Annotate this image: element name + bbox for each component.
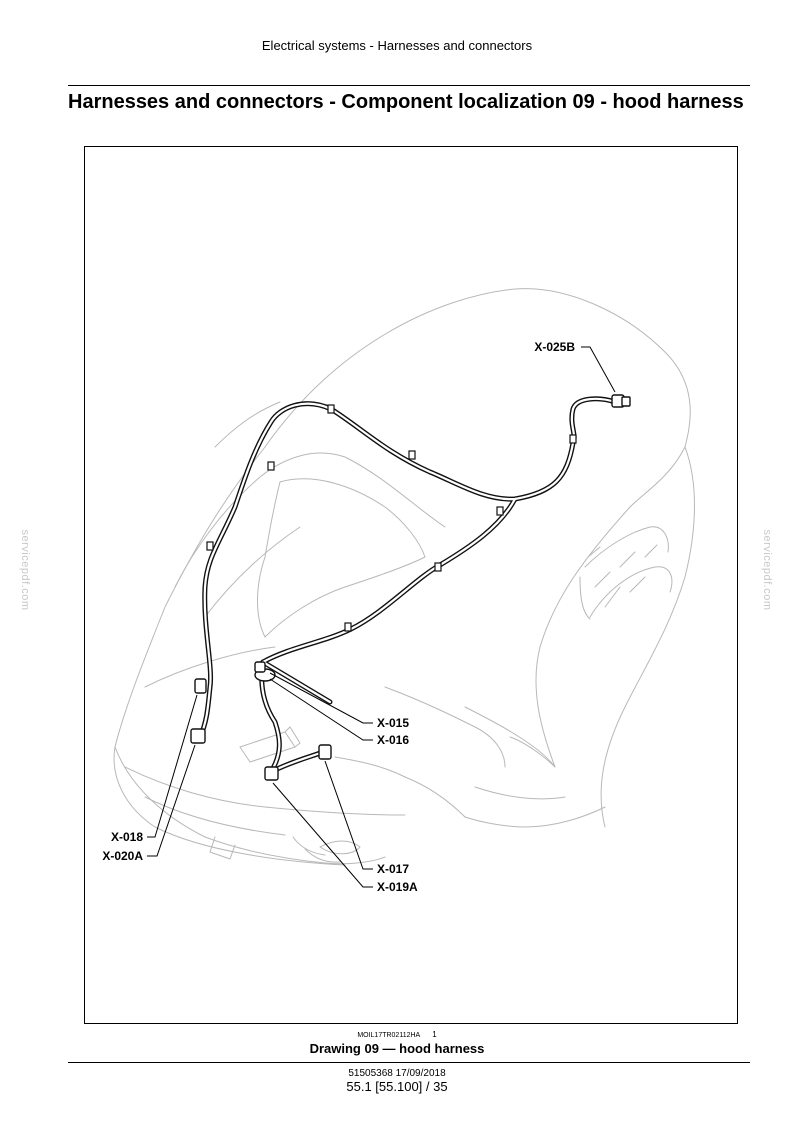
label-x025b: X-025B — [534, 340, 575, 354]
label-x019a: X-019A — [377, 880, 418, 894]
hood-harness-drawing — [85, 147, 737, 1023]
figure-id — [0, 1030, 794, 1039]
page-number: 55.1 [55.100] / 35 — [346, 1079, 448, 1094]
figure-frame — [84, 146, 738, 1024]
label-x020a: X-020A — [102, 849, 143, 863]
figure-id-code: MOIL17TR02112HA — [357, 1032, 421, 1039]
connector-x020a — [191, 729, 205, 743]
figure-id-number: 1 — [432, 1030, 437, 1039]
label-x018: X-018 — [110, 830, 143, 844]
label-x017: X-017 — [377, 862, 410, 876]
figure-caption: Drawing 09 — hood harness — [309, 1041, 485, 1056]
page-title: Harnesses and connectors - Component localization 09 - hood harness — [68, 91, 744, 113]
connector-x019a — [265, 767, 278, 780]
watermark-right: servicepdf.com — [761, 529, 773, 611]
watermark-left: servicepdf.com — [19, 529, 31, 611]
connector-x017 — [319, 745, 331, 759]
leader-lines — [147, 347, 615, 887]
label-x015: X-015 — [377, 716, 410, 730]
connector-x018 — [195, 679, 206, 693]
document-code: 51505368 17/09/2018 — [348, 1068, 446, 1079]
footer-rule — [68, 1062, 750, 1063]
header-rule — [68, 85, 750, 86]
running-header: Electrical systems - Harnesses and connectors — [261, 38, 533, 53]
hood-outline — [114, 289, 694, 865]
connector-x025b — [612, 395, 630, 407]
label-x016: X-016 — [377, 733, 410, 747]
